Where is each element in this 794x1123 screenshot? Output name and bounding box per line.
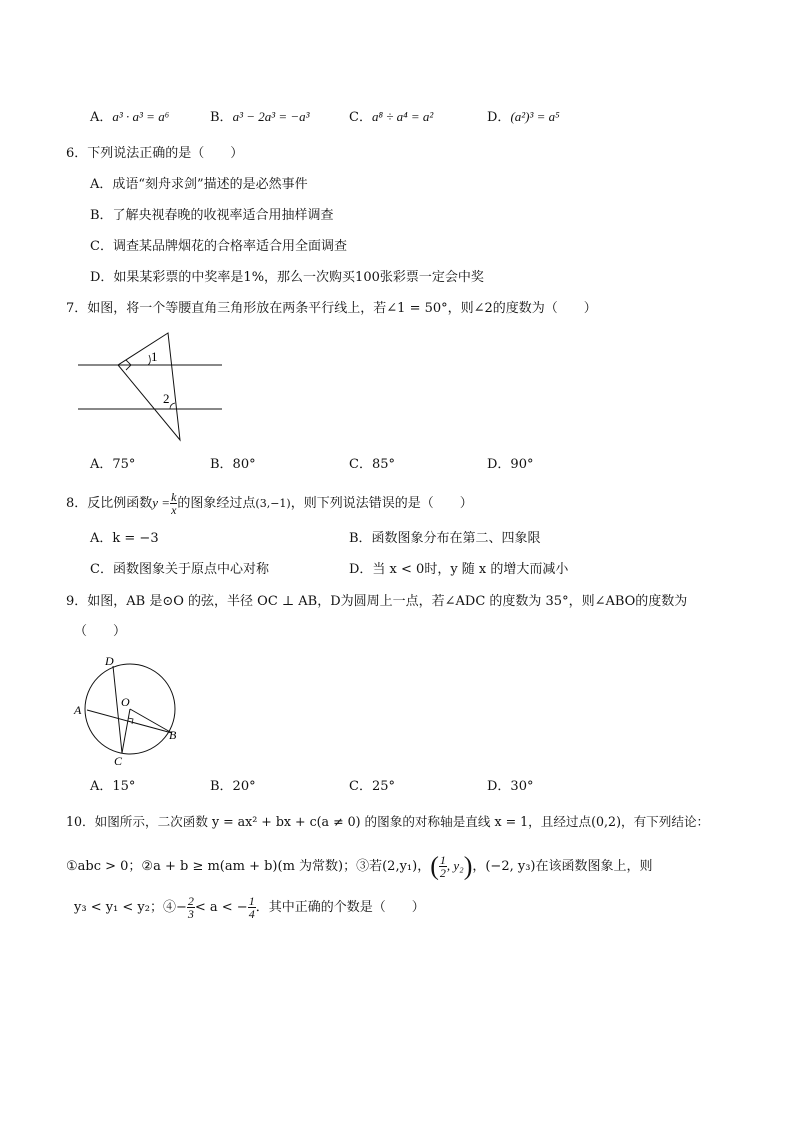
q10-paren-close: ) bbox=[463, 851, 473, 881]
q10-line3-b: < a < − bbox=[194, 900, 248, 915]
q6-stem: 6．下列说法正确的是（ ） bbox=[66, 146, 244, 161]
q10-line2 bbox=[66, 852, 653, 881]
q8-frac-num: k bbox=[171, 490, 177, 504]
q10-frac-num: 1 bbox=[439, 853, 446, 867]
q10-frac-den: 2 bbox=[439, 866, 446, 880]
q10-line3 bbox=[74, 895, 425, 921]
q5-option-d-label: D． bbox=[487, 110, 511, 125]
q5-option-b-expr: a³ − 2a³ = −a³ bbox=[232, 109, 310, 124]
q8-point: (3,−1) bbox=[255, 497, 291, 510]
q9-radius-ob bbox=[130, 709, 172, 733]
q5-option-a-expr: a³ · a³ = a⁶ bbox=[112, 109, 170, 124]
q6-option-d: D．如果某彩票的中奖率是1%，那么一次购买100张彩票一定会中奖 bbox=[90, 270, 484, 285]
q9-radius-oc bbox=[122, 709, 130, 753]
q8-option-a: A．k = −3 bbox=[90, 531, 159, 546]
q7-option-b: B．80° bbox=[210, 457, 256, 472]
q8-option-b: B．函数图象分布在第二、四象限 bbox=[349, 531, 541, 546]
q5-option-c-label: C． bbox=[349, 110, 372, 125]
q7-option-c: C．85° bbox=[349, 457, 395, 472]
q10-line3-a: y₃ < y₁ < y₂；④− bbox=[74, 900, 187, 915]
q6-option-b: B．了解央视春晚的收视率适合用抽样调查 bbox=[90, 208, 334, 223]
q9-label-b: B bbox=[169, 728, 177, 742]
q5-option-b-label: B． bbox=[210, 110, 233, 125]
q8-stem-post: ，则下列说法错误的是（ ） bbox=[290, 496, 473, 511]
q9-label-o: O bbox=[121, 695, 130, 709]
q9-label-a: A bbox=[74, 703, 82, 717]
q10-line1: 10．如图所示，二次函数 y = ax² + bx + c(a ≠ 0) 的图象的对称轴是直线 x = 1，且经过点(0,2)，有下列结论： bbox=[66, 814, 710, 829]
q6-option-a: A．成语“刻舟求剑”描述的是必然事件 bbox=[90, 177, 308, 192]
q8-option-d: D．当 x < 0时，y 随 x 的增大而减小 bbox=[349, 562, 569, 577]
q9-stem-line2: （ ） bbox=[74, 624, 127, 639]
q10-line2-b: , y₂ bbox=[446, 858, 464, 873]
q10-fraction-half bbox=[439, 854, 447, 879]
q9-stem-line1: 9．如图，AB 是⊙O 的弦，半径 OC ⊥ AB，D为圆周上一点，若∠ADC 的度数为 35°，则∠ABO的度数为 bbox=[66, 594, 688, 609]
q8-func-y: y = bbox=[152, 495, 171, 510]
q9-label-d: D bbox=[105, 654, 114, 668]
q10-fraction-two-thirds bbox=[187, 895, 195, 920]
q8-stem-pre: 8．反比例函数 bbox=[66, 496, 153, 511]
q9-label-c: C bbox=[114, 754, 123, 768]
q7-label-2: 2 bbox=[163, 391, 170, 406]
q7-label-1: 1 bbox=[151, 349, 158, 364]
q7-stem: 7．如图，将一个等腰直角三角形放在两条平行线上，若∠1 = 50°，则∠2的度数为（ ） bbox=[66, 301, 597, 316]
q9-option-c: C．25° bbox=[349, 779, 395, 794]
q9-option-a: A．15° bbox=[90, 779, 136, 794]
q10-f2-den: 4 bbox=[248, 907, 255, 921]
q8-frac-den: x bbox=[171, 503, 177, 517]
q9-line-dc bbox=[113, 666, 122, 753]
q10-line2-c: ，(−2, y₃)在该函数图象上，则 bbox=[472, 859, 653, 874]
q10-line2-a: ①abc > 0；②a + b ≥ m(am + b)(m 为常数)；③若(2,y₁)， bbox=[66, 859, 431, 874]
q7-option-a: A．75° bbox=[90, 457, 136, 472]
q5-option-c-expr: a⁸ ÷ a⁴ = a² bbox=[371, 109, 434, 124]
q8-option-c: C．函数图象关于原点中心对称 bbox=[90, 562, 269, 577]
q10-f1-den: 3 bbox=[187, 907, 194, 921]
q10-line3-c: ．其中正确的个数是（ ） bbox=[255, 900, 425, 915]
q10-paren-open: ( bbox=[430, 851, 439, 881]
q6-option-c: C．调查某品牌烟花的合格率适合用全面调查 bbox=[90, 239, 347, 254]
q9-option-d: D．30° bbox=[487, 779, 534, 794]
q10-f2-num: 1 bbox=[248, 894, 255, 908]
q10-fraction-quarter bbox=[248, 895, 256, 920]
q8-stem-mid: 的图象经过点 bbox=[177, 496, 256, 511]
q10-f1-num: 2 bbox=[187, 894, 194, 908]
q5-option-d-expr: (a²)³ = a⁵ bbox=[510, 109, 560, 124]
q7-option-d: D．90° bbox=[487, 457, 534, 472]
q5-option-a-label: A． bbox=[90, 110, 113, 125]
q9-option-b: B．20° bbox=[210, 779, 256, 794]
